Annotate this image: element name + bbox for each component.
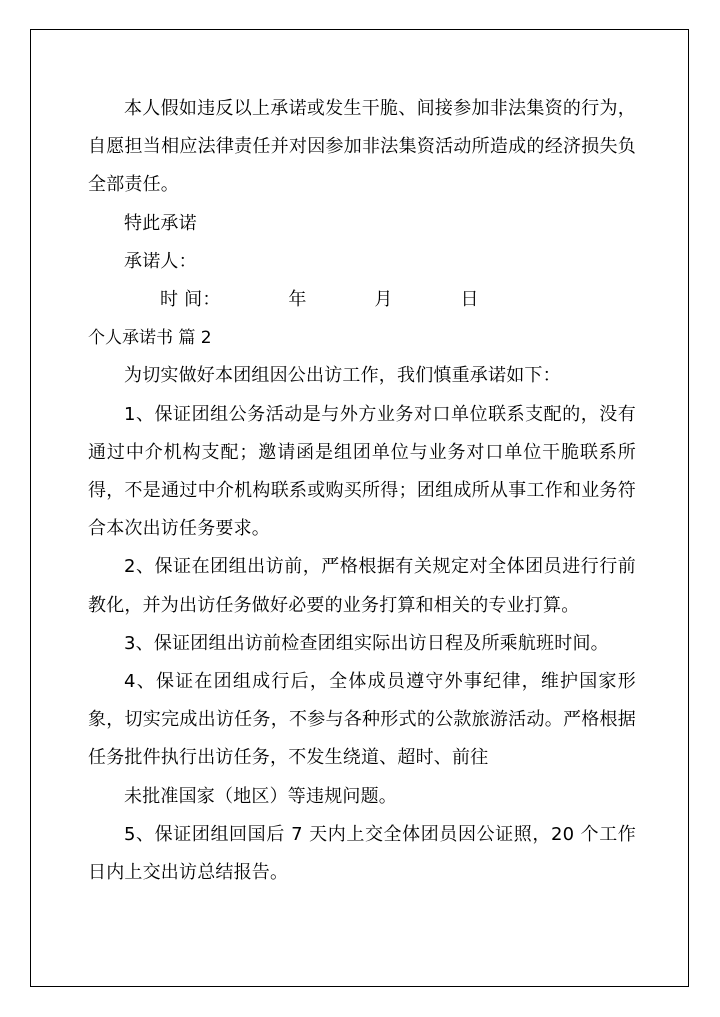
date-day: 日 — [460, 289, 479, 311]
paragraph-item-1: 1、保证团组公务活动是与外方业务对口单位联系支配的，没有通过中介机构支配；邀请函是组团单位与业务对口单位干脆联系所得，不是通过中介机构联系或购买所得；团组成所从事工作和业务符合本次出访任务要求。 — [88, 403, 636, 540]
paragraph-item-2: 2、保证在团组出访前，严格根据有关规定对全体团员进行行前教化，并为出访任务做好必要的业务打算和相关的专业打算。 — [88, 556, 636, 616]
date-month: 月 — [374, 289, 393, 311]
date-label: 时 间： — [160, 289, 221, 311]
section-title: 个人承诺书 篇 2 — [88, 328, 212, 349]
paragraph-intro: 为切实做好本团组因公出访工作，我们慎重承诺如下： — [124, 365, 561, 387]
date-line — [88, 281, 636, 319]
paragraph-hereby-promise: 特此承诺 — [124, 212, 197, 234]
paragraph-item-4-cont: 未批准国家（地区）等违规问题。 — [124, 785, 397, 807]
paragraph-violation: 本人假如违反以上承诺或发生干脆、间接参加非法集资的行为，自愿担当相应法律责任并对因参加非法集资活动所造成的经济损失负全部责任。 — [88, 98, 636, 196]
document-body — [88, 90, 636, 892]
date-year: 年 — [288, 289, 307, 311]
paragraph-item-4: 4、保证在团组成行后，全体成员遵守外事纪律，维护国家形象，切实完成出访任务，不参与各种形式的公款旅游活动。严格根据任务批件执行出访任务，不发生绕道、超时、前往 — [88, 671, 636, 769]
paragraph-item-5: 5、保证团组回国后 7 天内上交全体团员因公证照，20 个工作日内上交出访总结报告。 — [88, 823, 636, 884]
paragraph-item-3: 3、保证团组出访前检查团组实际出访日程及所乘航班时间。 — [124, 632, 609, 654]
paragraph-promisor: 承诺人： — [124, 250, 197, 272]
